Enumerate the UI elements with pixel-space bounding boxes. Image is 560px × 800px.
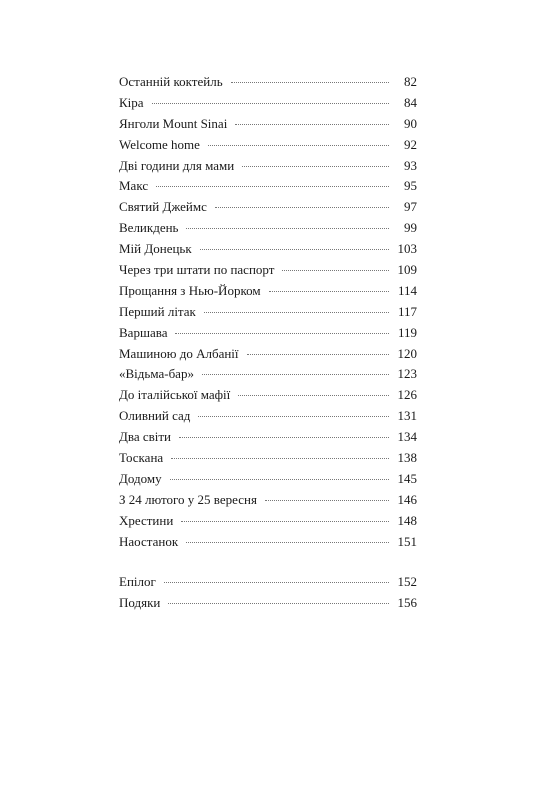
dot-leader	[235, 124, 389, 125]
toc-entry	[119, 93, 417, 114]
toc-entry	[119, 406, 417, 427]
toc-entry-title: Хрестини	[119, 512, 174, 528]
toc-entry	[119, 511, 417, 532]
toc-entry-title: Святий Джеймс	[119, 199, 207, 215]
toc-entry-page: 131	[397, 408, 417, 424]
dot-leader	[208, 145, 389, 146]
toc-entry-page: 134	[397, 429, 417, 445]
toc-entry-page: 90	[404, 115, 417, 131]
dot-leader	[181, 521, 389, 522]
toc-entry	[119, 72, 417, 93]
toc-entry-title: Тоскана	[119, 450, 164, 466]
toc-entry	[119, 281, 417, 302]
table-of-contents	[119, 72, 417, 614]
toc-entry	[119, 114, 417, 135]
dot-leader	[247, 354, 389, 355]
dot-leader	[168, 603, 389, 604]
toc-entry-title: Наостанок	[119, 533, 179, 549]
toc-entry	[119, 218, 417, 239]
dot-leader	[164, 582, 389, 583]
toc-entry-page: 92	[404, 136, 417, 152]
dot-leader	[186, 228, 389, 229]
toc-entry-title: Через три штати по паспорт	[119, 262, 275, 278]
toc-entry-page: 123	[397, 366, 417, 382]
toc-entry-title: Мій Донецьк	[119, 241, 192, 257]
toc-entry	[119, 364, 417, 385]
toc-entry-page: 84	[404, 94, 417, 110]
toc-entry-title: Два світи	[119, 429, 172, 445]
toc-entry	[119, 135, 417, 156]
toc-entry-title: До італійської мафії	[119, 387, 231, 403]
toc-entry-title: Останній коктейль	[119, 74, 223, 89]
toc-entry-page: 151	[397, 533, 417, 549]
toc-entry-title: Перший літак	[119, 303, 196, 319]
toc-entry-page: 95	[404, 178, 417, 194]
toc-entry-title: Машиною до Албанії	[119, 345, 239, 361]
dot-leader	[175, 333, 389, 334]
chapter-list	[119, 72, 417, 552]
toc-entry-page: 148	[397, 512, 417, 528]
dot-leader	[202, 374, 389, 375]
toc-entry	[119, 302, 417, 323]
toc-entry-page: 138	[397, 450, 417, 466]
dot-leader	[170, 479, 389, 480]
toc-entry-title: Оливний сад	[119, 408, 191, 424]
toc-entry-page: 114	[397, 282, 417, 298]
dot-leader	[238, 395, 389, 396]
dot-leader	[204, 312, 389, 313]
toc-entry	[119, 176, 417, 197]
dot-leader	[179, 437, 389, 438]
toc-entry	[119, 323, 417, 344]
toc-entry-title: «Відьма-бар»	[119, 366, 194, 382]
toc-entry	[119, 260, 417, 281]
toc-entry-title: Прощання з Нью-Йорком	[119, 282, 261, 298]
dot-leader	[231, 82, 389, 83]
dot-leader	[269, 291, 389, 292]
toc-entry-page: 146	[397, 491, 417, 507]
dot-leader	[156, 186, 389, 187]
dot-leader	[171, 458, 389, 459]
toc-entry-page: 103	[397, 241, 417, 257]
toc-entry-title: Дві години для мами	[119, 157, 235, 173]
toc-entry-page: 109	[397, 262, 417, 278]
toc-entry	[119, 593, 417, 614]
dot-leader	[186, 542, 389, 543]
toc-entry-page: 97	[404, 199, 417, 215]
toc-entry-page: 99	[404, 220, 417, 236]
toc-entry-page: 126	[397, 387, 417, 403]
dot-leader	[282, 270, 389, 271]
toc-entry-page: 156	[397, 595, 417, 611]
toc-entry	[119, 572, 417, 593]
toc-entry-title: Великдень	[119, 220, 179, 236]
toc-entry-title: Додому	[119, 470, 162, 486]
toc-entry	[119, 490, 417, 511]
dot-leader	[215, 207, 389, 208]
toc-entry-title: З 24 лютого у 25 вересня	[119, 491, 257, 507]
toc-entry	[119, 156, 417, 177]
toc-entry-page: 119	[397, 324, 417, 340]
toc-entry-page: 82	[404, 74, 417, 89]
toc-entry-title: Янголи Mount Sinai	[119, 115, 228, 131]
dot-leader	[198, 416, 389, 417]
toc-entry	[119, 344, 417, 365]
toc-entry	[119, 385, 417, 406]
toc-entry-page: 93	[404, 157, 417, 173]
toc-entry-title: Подяки	[119, 595, 161, 611]
toc-entry-title: Кіра	[119, 94, 144, 110]
toc-entry	[119, 469, 417, 490]
toc-entry-title: Епілог	[119, 574, 156, 590]
toc-entry-title: Макс	[119, 178, 149, 194]
dot-leader	[200, 249, 389, 250]
dot-leader	[265, 500, 389, 501]
toc-entry-title: Welcome home	[119, 136, 200, 152]
toc-entry-page: 117	[397, 303, 417, 319]
toc-entry-page: 145	[397, 470, 417, 486]
toc-entry-page: 120	[397, 345, 417, 361]
toc-entry	[119, 448, 417, 469]
toc-entry-title: Варшава	[119, 324, 168, 340]
back-matter-list	[119, 572, 417, 614]
section-gap	[119, 552, 417, 572]
toc-entry	[119, 197, 417, 218]
dot-leader	[152, 103, 389, 104]
toc-entry	[119, 427, 417, 448]
dot-leader	[242, 166, 389, 167]
toc-entry	[119, 239, 417, 260]
toc-entry	[119, 532, 417, 553]
toc-entry-page: 152	[397, 574, 417, 590]
